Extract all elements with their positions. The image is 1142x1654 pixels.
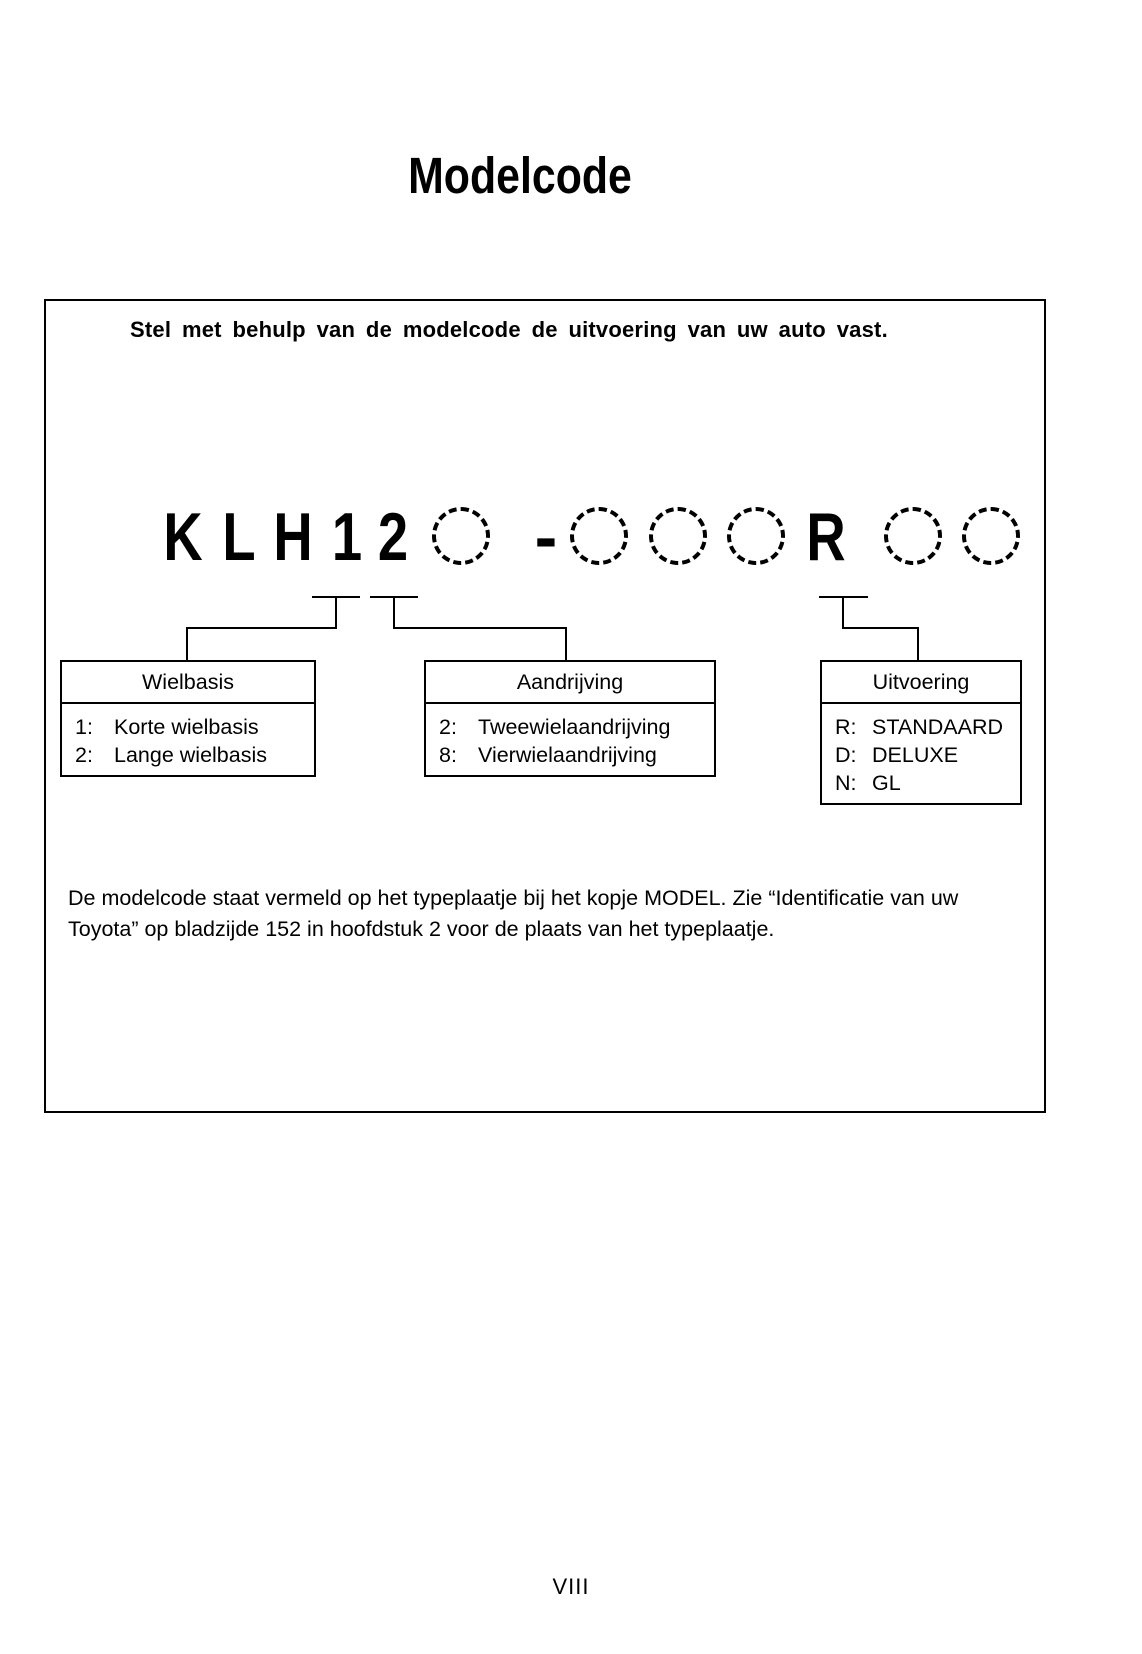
code-letter: L xyxy=(222,499,256,575)
code-letter: R xyxy=(806,499,846,575)
code-letter: K xyxy=(163,499,203,575)
legend-key: R: xyxy=(835,715,857,739)
legend-key: D: xyxy=(835,743,857,767)
legend-row xyxy=(75,713,310,741)
legend-title: Uitvoering xyxy=(822,662,1020,704)
legend-box-aandrijving xyxy=(424,660,716,777)
legend-rows xyxy=(426,704,714,775)
connector-uitvoering xyxy=(819,597,918,661)
legend-label: DELUXE xyxy=(872,743,959,767)
legend-key: 8: xyxy=(439,743,457,767)
footnote xyxy=(68,883,958,944)
modelcode-panel xyxy=(44,299,1046,1113)
footnote-line: Toyota” op bladzijde 152 in hoofdstuk 2 voor de plaats van het typeplaatje. xyxy=(68,916,775,941)
legend-row xyxy=(835,713,1016,741)
code-placeholder-circle xyxy=(570,507,628,565)
footnote-line: De modelcode staat vermeld op het typeplaatje bij het kopje MODEL. Zie “Identificatie van uw xyxy=(68,886,959,910)
legend-label: GL xyxy=(872,771,901,795)
instruction-text: Stel met behulp van de modelcode de uitvoering van uw auto vast. xyxy=(130,317,888,342)
legend-label: STANDAARD xyxy=(872,715,1004,739)
code-letter: 1 xyxy=(331,499,363,575)
page-title: Modelcode xyxy=(408,147,632,204)
legend-key: 2: xyxy=(75,743,93,767)
legend-box-wielbasis xyxy=(60,660,316,777)
legend-label: Korte wielbasis xyxy=(114,715,259,739)
code-letter: 2 xyxy=(377,499,409,575)
code-placeholder-circle xyxy=(884,507,942,565)
legend-row xyxy=(835,769,1016,797)
legend-label: Tweewielaandrijving xyxy=(478,715,671,739)
connector-wielbasis xyxy=(187,597,360,661)
legend-key: N: xyxy=(835,771,857,795)
connector-aandrijving xyxy=(370,597,566,661)
legend-title: Wielbasis xyxy=(62,662,314,704)
code-placeholder-circle xyxy=(727,507,785,565)
page-number: VIII xyxy=(552,1574,590,1599)
legend-box-uitvoering xyxy=(820,660,1022,805)
code-hyphen: - xyxy=(534,499,558,575)
legend-label: Vierwielaandrijving xyxy=(478,743,657,767)
legend-rows xyxy=(62,704,314,775)
legend-row xyxy=(439,713,710,741)
legend-key: 2: xyxy=(439,715,457,739)
legend-rows xyxy=(822,704,1020,803)
code-placeholder-circle xyxy=(649,507,707,565)
code-letter: H xyxy=(273,499,313,575)
legend-title: Aandrijving xyxy=(426,662,714,704)
legend-row xyxy=(439,741,710,769)
code-placeholder-circle xyxy=(962,507,1020,565)
code-placeholder-circle xyxy=(432,507,490,565)
legend-label: Lange wielbasis xyxy=(114,743,267,767)
legend-row xyxy=(75,741,310,769)
legend-key: 1: xyxy=(75,715,93,739)
legend-row xyxy=(835,741,1016,769)
